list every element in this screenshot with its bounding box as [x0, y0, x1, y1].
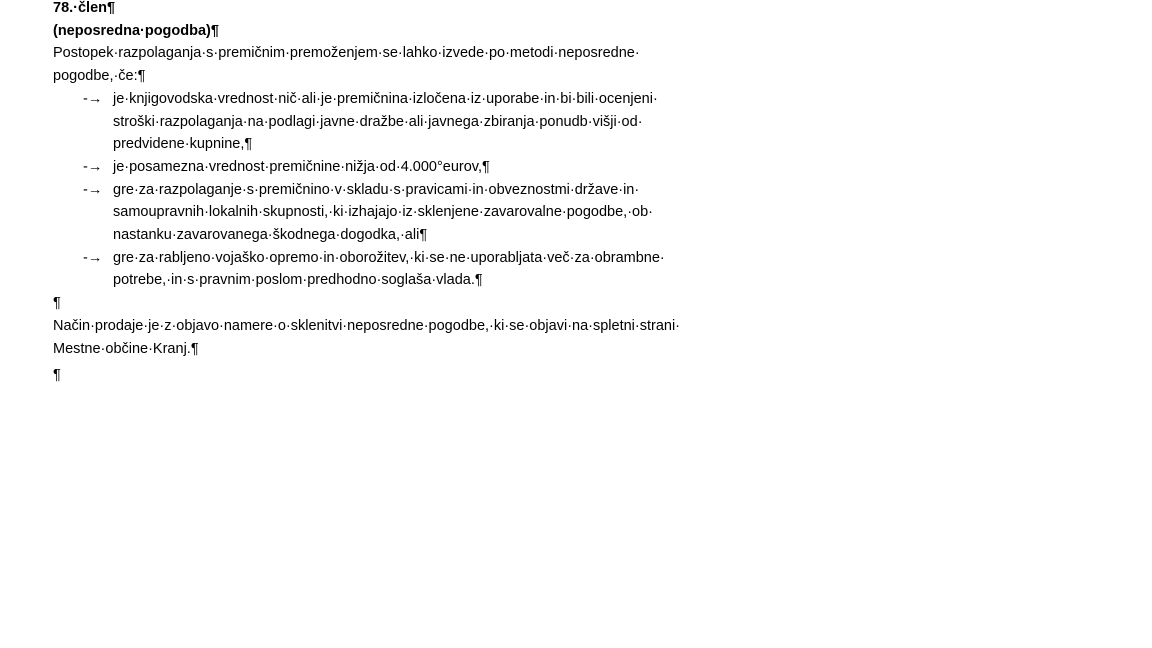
bullet-marker: -→	[83, 158, 103, 175]
empty-paragraph-mark: ¶	[53, 367, 61, 384]
intro-line: Postopek·razpolaganja·s·premičnim·premoženjem·se·lahko·izvede·po·metodi·neposredne·	[53, 45, 640, 62]
conditions-list	[53, 88, 793, 292]
list-item-line: predvidene·kupnine,¶	[113, 136, 253, 153]
closing-paragraph	[53, 315, 793, 360]
bullet-marker: -→	[83, 181, 103, 198]
list-item-line: gre·za·rabljeno·vojaško·opremo·in·oborožitev,·ki·se·ne·uporabljata·več·za·obrambne·	[113, 249, 665, 266]
closing-line: Mestne·občine·Kranj.¶	[53, 340, 199, 357]
intro-paragraph	[53, 42, 793, 87]
bullet-marker: -→	[83, 249, 103, 266]
list-item	[53, 88, 793, 156]
list-item-line: je·posamezna·vrednost·premičnine·nižja·od·4.000°eurov,¶	[113, 158, 490, 175]
list-item-line: nastanku·zavarovanega·škodnega·dogodka,·ali¶	[113, 227, 428, 244]
article-number: 78.·člen¶	[53, 0, 116, 16]
list-item-line: stroški·razpolaganja·na·podlagi·javne·dražbe·ali·javnega·zbiranja·ponudb·višji·od·	[113, 113, 643, 130]
article-subtitle: (neposredna·pogodba)¶	[53, 22, 219, 39]
empty-paragraph-mark: ¶	[53, 295, 61, 312]
bullet-marker: -→	[83, 90, 103, 107]
list-item	[53, 179, 793, 247]
list-item-line: potrebe,·in·s·pravnim·poslom·predhodno·soglaša·vlada.¶	[113, 272, 483, 289]
list-item-line: gre·za·razpolaganje·s·premičnino·v·skladu·s·pravicami·in·obveznostmi·države·in·	[113, 181, 640, 198]
document-page[interactable]	[53, 0, 793, 387]
intro-line: pogodbe,·če:¶	[53, 68, 146, 85]
list-item	[53, 247, 793, 292]
list-item	[53, 156, 793, 179]
list-item-line: samoupravnih·lokalnih·skupnosti,·ki·izhajajo·iz·sklenjene·zavarovalne·pogodbe,·ob·	[113, 204, 653, 221]
closing-line: Način·prodaje·je·z·objavo·namere·o·sklenitvi·neposredne·pogodbe,·ki·se·objavi·na·spletni·strani·	[53, 317, 681, 334]
list-item-line: je·knjigovodska·vrednost·nič·ali·je·premičnina·izločena·iz·uporabe·in·bi·bili·ocenjeni·	[113, 90, 658, 107]
